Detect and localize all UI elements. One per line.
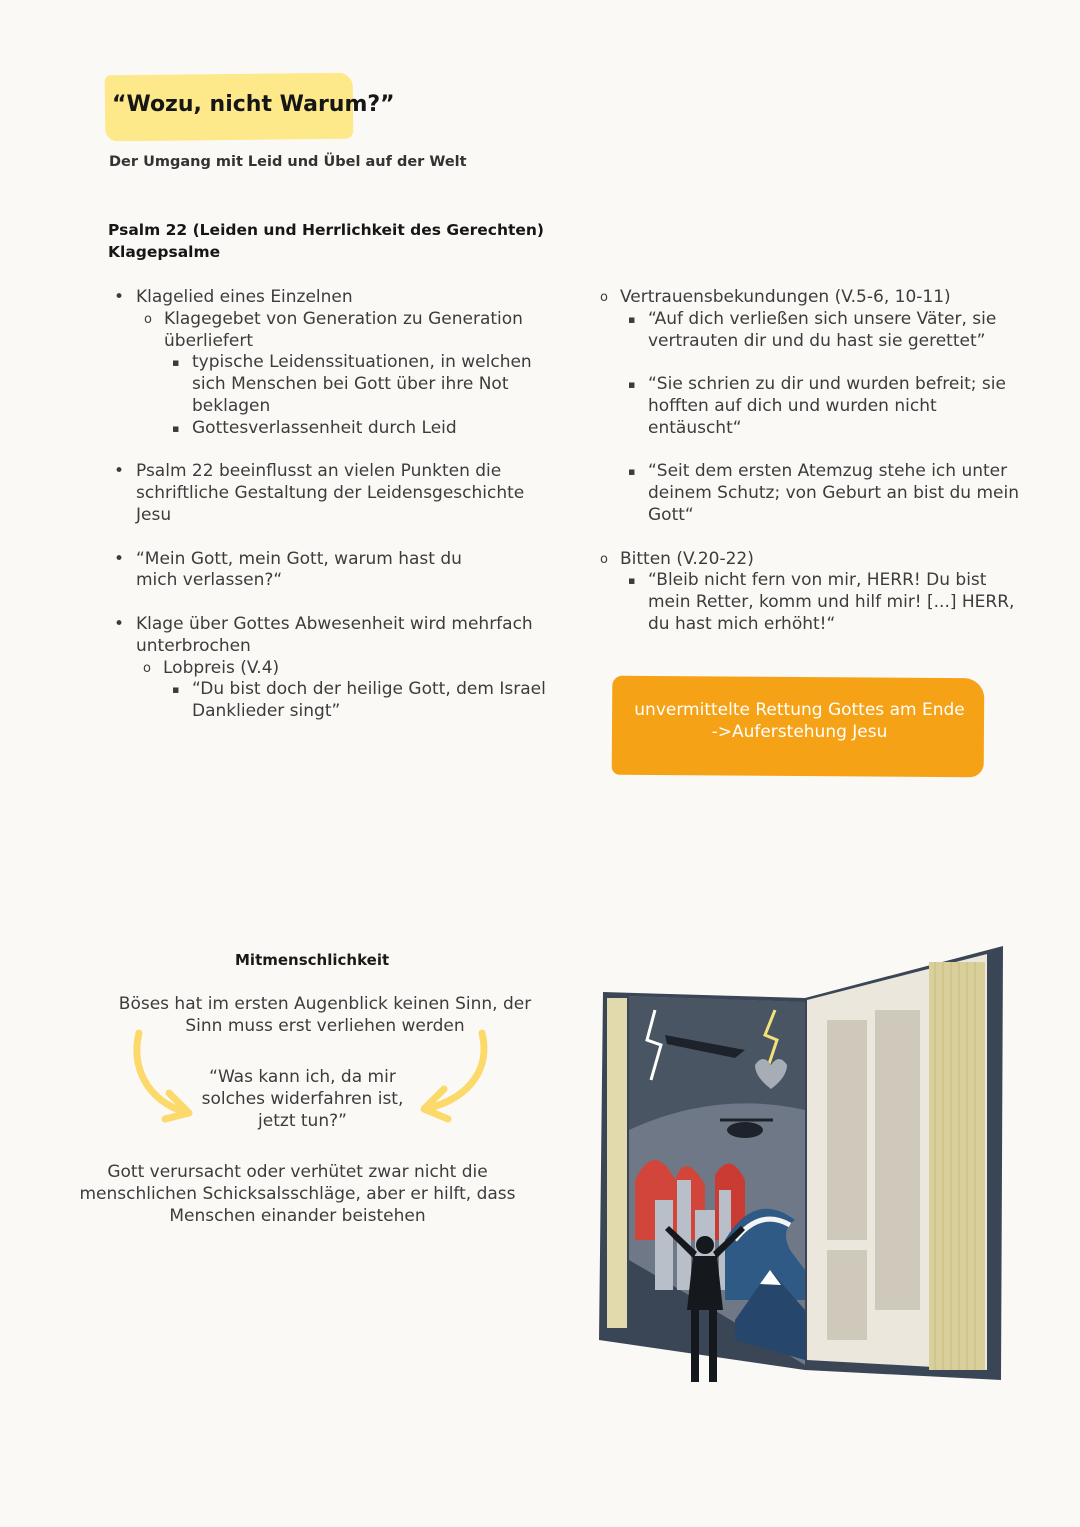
- statement-line: Sinn muss erst verliehen werden: [185, 1016, 465, 1036]
- curved-arrow-left-icon: [125, 1025, 205, 1125]
- list-item: • Klagelied eines Einzelnen: [136, 287, 546, 309]
- mitmenschlichkeit-question: [180, 1066, 425, 1132]
- statement-line: Böses hat im ersten Augenblick keinen Sinn, der: [118, 994, 532, 1014]
- left-bullet-list: [136, 287, 546, 723]
- highlight-line-1: unvermittelte Rettung Gottes am Ende: [634, 700, 965, 720]
- curved-arrow-right-icon: [410, 1025, 495, 1125]
- list-item: • “Mein Gott, mein Gott, warum hast du mich verlassen?“: [136, 549, 506, 593]
- list-item: • Klage über Gottes Abwesenheit wird mehrfach unterbrochen: [136, 614, 536, 658]
- page-title: “Wozu, nicht Warum?”: [112, 92, 395, 117]
- list-item: • Psalm 22 beeinflusst an vielen Punkten die schriftliche Gestaltung der Leidensgeschichte Jesu: [136, 461, 536, 526]
- list-item: ▪ “Bleib nicht fern von mir, HERR! Du bist mein Retter, komm und hilf mir! [...] HERR, du hast mich erhöht!“: [648, 570, 1026, 635]
- list-item: ▪ “Auf dich verließen sich unsere Väter, sie vertrauten dir und du hast sie gerettet”: [648, 309, 998, 353]
- conclusion-line: menschlichen Schicksalsschläge, aber er hilft, dass: [79, 1184, 516, 1204]
- question-line: “Was kann ich, da mir: [209, 1067, 396, 1087]
- highlight-box-text: [612, 699, 987, 743]
- list-item: ▪ “Sie schrien zu dir und wurden befreit; sie hofften auf dich und wurden nicht entäuscht“: [648, 374, 1008, 439]
- list-item: ▪ “Du bist doch der heilige Gott, dem Israel Danklieder singt”: [192, 679, 547, 723]
- mitmenschlichkeit-heading: Mitmenschlichkeit: [235, 951, 390, 969]
- psalm-heading-block: [108, 219, 544, 263]
- conclusion-line: Gott verursacht oder verhütet zwar nicht die: [107, 1162, 488, 1182]
- list-item: ▪ typische Leidenssituationen, in welchen sich Menschen bei Gott über ihre Not beklagen: [192, 352, 537, 417]
- psalm-heading: Psalm 22 (Leiden und Herrlichkeit des Gerechten): [108, 221, 545, 239]
- page-subtitle: Der Umgang mit Leid und Übel auf der Welt: [109, 154, 467, 170]
- list-item: ▪ “Seit dem ersten Atemzug stehe ich unter deinem Schutz; von Geburt an bist du mein Gott“: [648, 461, 1023, 526]
- open-book-illustration: [595, 940, 1010, 1390]
- question-line: jetzt tun?”: [258, 1111, 347, 1131]
- conclusion-line: Menschen einander beistehen: [169, 1206, 426, 1226]
- right-bullet-list: [620, 287, 1030, 636]
- question-line: solches widerfahren ist,: [201, 1089, 404, 1109]
- psalm-subheading: Klagepsalme: [108, 243, 221, 261]
- list-item: ▪ Gottesverlassenheit durch Leid: [192, 418, 546, 440]
- list-item: o Klagegebet von Generation zu Generation überliefert: [164, 309, 534, 353]
- list-item: o Vertrauensbekundungen (V.5-6, 10-11): [620, 287, 1030, 309]
- list-item: o Lobpreis (V.4): [163, 658, 546, 680]
- list-item: o Bitten (V.20-22): [620, 549, 1030, 571]
- highlight-line-2: ->Auferstehung Jesu: [711, 722, 888, 742]
- mitmenschlichkeit-conclusion: [60, 1161, 535, 1227]
